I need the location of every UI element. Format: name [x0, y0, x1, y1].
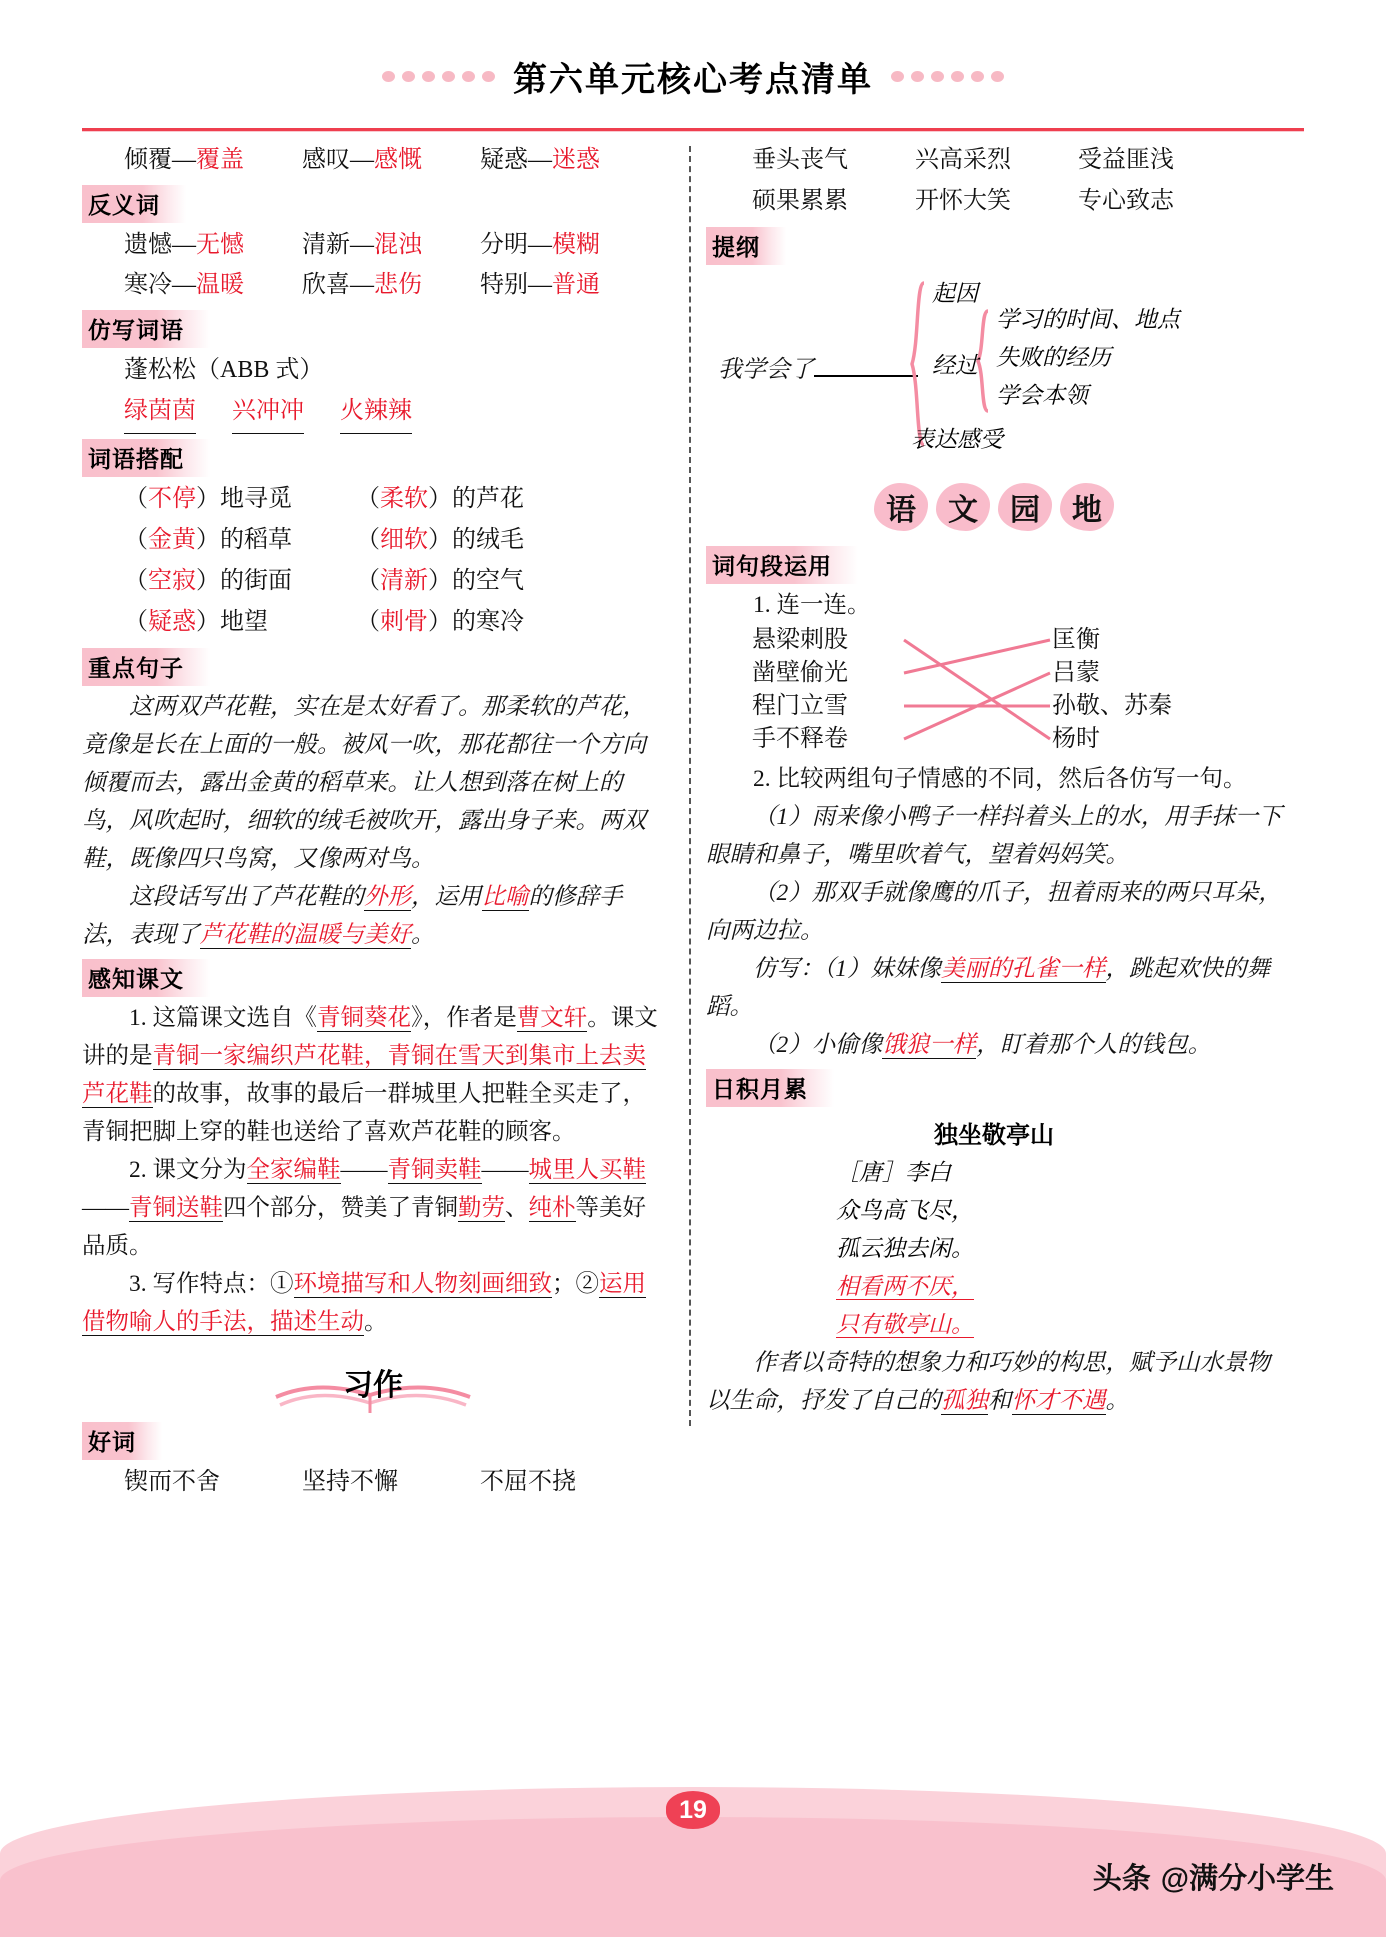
- antonym-word: 清新—: [302, 232, 374, 258]
- antonym-row: [82, 225, 664, 265]
- imitate-text: ，跳起欢快的舞蹈。: [706, 956, 1270, 1020]
- idiom: 垂头丧气: [752, 147, 848, 173]
- antonym-answer: 普通: [552, 272, 600, 298]
- collocation-answer: 细软: [380, 527, 428, 553]
- comprehension-answer: 全家编鞋: [246, 1157, 341, 1183]
- collocation-answer: 金黄: [148, 527, 196, 553]
- poem-note-text: 。: [1105, 1388, 1129, 1414]
- collocation-answer: 疑惑: [148, 609, 196, 635]
- synonym-word: 疑惑—: [480, 147, 552, 173]
- comprehension-text: 课文分为: [152, 1157, 247, 1183]
- antonym-answer: 混浊: [374, 232, 422, 258]
- matching-left-item[interactable]: 凿壁偷光: [752, 660, 848, 686]
- comprehension-text: ——: [82, 1195, 129, 1221]
- matching-left-item[interactable]: 手不释卷: [752, 726, 848, 752]
- comprehension-answer: 青铜送鞋: [129, 1195, 223, 1221]
- collocation-text: ）的稻草: [196, 527, 292, 553]
- analysis-text: 这段话写出了芦花鞋的: [129, 884, 364, 910]
- xizuo-label: 习作: [343, 1369, 403, 1402]
- poem-line: [706, 1268, 1282, 1306]
- synonym-word: 感叹—: [302, 147, 374, 173]
- comprehension-number: 2.: [129, 1157, 153, 1183]
- analysis-text: 的修辞手法，表现了: [82, 884, 623, 948]
- section-header-imitate-words: 仿写词语: [82, 310, 210, 348]
- comprehension-text: 的故事，故事的最后一群城里人把鞋全买走了，青铜把脚上穿的鞋也送给了喜欢芦花鞋的顾客。: [82, 1081, 646, 1145]
- matching-exercise: [752, 624, 1222, 760]
- antonym-word: 遗憾—: [124, 232, 196, 258]
- comprehension-text: ；②: [552, 1271, 599, 1297]
- page-number: 19: [666, 1791, 720, 1829]
- good-word: 不屈不挠: [480, 1469, 576, 1495]
- collocation-text: ）地望: [196, 609, 268, 635]
- poem-line: 众鸟高飞尽，: [836, 1198, 974, 1223]
- banner-char: 地: [1060, 479, 1114, 535]
- imitate-answer: 饿狼一样: [882, 1032, 977, 1058]
- idiom-list: [706, 140, 1282, 222]
- brand-logo: 头条: [1092, 1863, 1151, 1895]
- collocation-text: ）的街面: [196, 568, 292, 594]
- outline-diagram: [706, 271, 1282, 467]
- comprehension-answer: 青铜一家编织芦花鞋，青铜在雪天到集市上去卖芦花鞋: [82, 1043, 646, 1107]
- comprehension-item: [82, 1265, 664, 1341]
- comprehension-answer: 城里人买鞋: [528, 1157, 646, 1183]
- matching-right-item[interactable]: 杨时: [1052, 726, 1100, 752]
- antonym-answer: 温暖: [196, 272, 244, 298]
- page-title-bar: [0, 0, 1386, 101]
- task2-sentence: （2）那双手就像鹰的爪子，扭着雨来的两只耳朵，向两边拉。: [706, 880, 1282, 944]
- synonym-answer: 覆盖: [196, 147, 244, 173]
- task1-label: 1. 连一连。: [753, 592, 871, 618]
- outline-brace-inner-icon: [976, 309, 990, 413]
- key-sentence-paragraph: 这两双芦花鞋，实在是太好看了。那柔软的芦花，竟像是长在上面的一般。被风一吹，那花都往一个方向倾覆而去，露出金黄的稻草来。让人想到落在树上的鸟，风吹起时，细软的绒毛被吹开，露出身子来。两双鞋，既像四只鸟窝，又像两对鸟。: [82, 694, 646, 872]
- page-footer: [0, 1767, 1386, 1937]
- task2-item: [706, 798, 1282, 874]
- poem-line-text: 相看两不厌，: [836, 1274, 974, 1299]
- matching-right-item[interactable]: 吕蒙: [1052, 660, 1100, 686]
- synonym-answer: 感慨: [374, 147, 422, 173]
- right-column: [682, 140, 1282, 1502]
- yuwen-yuandi-banner: [706, 479, 1282, 535]
- synonym-row: [82, 140, 664, 180]
- comprehension-text: 。课文讲的是: [82, 1005, 658, 1069]
- poem-line: [706, 1306, 1282, 1344]
- antonym-answer: 无憾: [196, 232, 244, 258]
- collocation-row: （疑惑）地望 （刺骨）的寒冷: [124, 609, 524, 635]
- imitate-answer: 美丽的孔雀一样: [941, 956, 1106, 982]
- imitate-sentence: [706, 950, 1282, 1026]
- collocation-answer: 清新: [380, 568, 428, 594]
- idiom: 兴高采烈: [915, 147, 1011, 173]
- imitate-sentence: [706, 1026, 1282, 1064]
- synonym-answer: 迷惑: [552, 147, 600, 173]
- poem-line: 孤云独去闲。: [836, 1236, 974, 1261]
- comprehension-answer: 曹文轩: [516, 1005, 588, 1031]
- comprehension-number: 3.: [129, 1271, 153, 1297]
- title-rule: [82, 128, 1304, 131]
- poem-author: ［唐］李白: [836, 1160, 951, 1185]
- idiom: 硕果累累: [752, 188, 848, 214]
- brand-watermark: [1093, 1856, 1334, 1897]
- matching-left-item[interactable]: 程门立雪: [752, 693, 848, 719]
- collocation-text: ）的寒冷: [428, 609, 524, 635]
- comprehension-number: 1.: [129, 1005, 153, 1031]
- comprehension-text: 写作特点：①: [152, 1271, 294, 1297]
- imitate-example: 蓬松松（ABB 式）: [124, 357, 324, 383]
- banner-char: 园: [998, 479, 1052, 535]
- content-columns: [82, 140, 1304, 1502]
- task2-item: [706, 874, 1282, 950]
- poem-note-answer: 怀才不遇: [1011, 1388, 1106, 1414]
- title-dots-left-icon: [382, 71, 495, 82]
- idiom-row: [752, 140, 1282, 181]
- synonym-word: 倾覆—: [124, 147, 196, 173]
- outline-level1-item: 起因: [932, 281, 978, 306]
- collocation-answer: 刺骨: [380, 609, 428, 635]
- idiom: 受益匪浅: [1078, 147, 1174, 173]
- antonym-answer: 悲伤: [374, 272, 422, 298]
- collocation-row: （空寂）的街面 （清新）的空气: [124, 568, 524, 594]
- comprehension-text: ——: [340, 1157, 388, 1183]
- poem-note-text: 作者以奇特的想象力和巧妙的构思，赋予山水景物以生命，抒发了自己的: [706, 1350, 1270, 1414]
- comprehension-text: 等美好品质。: [82, 1195, 646, 1259]
- analysis-answer: 芦花鞋的温暖与美好: [199, 922, 411, 948]
- comprehension-text: 这篇课文选自《: [152, 1005, 317, 1031]
- imitate-label: 仿写：: [753, 956, 824, 982]
- xizuo-banner: [82, 1351, 664, 1413]
- banner-char: 文: [936, 479, 990, 535]
- comprehension-answer: 青铜葵花: [317, 1005, 411, 1031]
- comprehension-answer: 运用借物喻人的手法，描述生动: [82, 1271, 646, 1335]
- collocation-row: （金黄）的稻草 （细软）的绒毛: [124, 527, 524, 553]
- outline-level2-item: 学习的时间、地点: [996, 307, 1180, 332]
- title-dots-right-icon: [891, 71, 1004, 82]
- poem-title: 独坐敬亭山: [934, 1123, 1054, 1149]
- matching-right-item[interactable]: 匡衡: [1052, 627, 1100, 653]
- outline-level2-item: 失败的经历: [996, 345, 1111, 370]
- imitate-text: （2）小偷像: [753, 1032, 883, 1058]
- comprehension-answer: 青铜卖鞋: [387, 1157, 482, 1183]
- section-header-comprehension: 感知课文: [82, 959, 210, 997]
- imitate-answer: 火辣辣: [340, 390, 412, 434]
- collocation-answer: 空寂: [148, 568, 196, 594]
- antonym-word: 寒冷—: [124, 272, 196, 298]
- analysis-text: 。: [411, 922, 435, 948]
- collocation-answer: 不停: [148, 486, 196, 512]
- section-header-antonyms: 反义词: [82, 185, 186, 223]
- outline-level1-item: 表达感受: [911, 427, 1003, 452]
- section-header-outline: 提纲: [706, 227, 786, 265]
- task2-label: 2. 比较两组句子情感的不同，然后各仿写一句。: [753, 766, 1247, 792]
- comprehension-answer: 勤劳: [458, 1195, 505, 1221]
- outline-root: [718, 351, 918, 389]
- comprehension-text: ——: [481, 1157, 529, 1183]
- analysis-answer: 比喻: [481, 884, 529, 910]
- idiom: 开怀大笑: [915, 188, 1011, 214]
- antonym-word: 特别—: [480, 272, 552, 298]
- matching-left-item[interactable]: 悬梁刺股: [752, 627, 848, 653]
- comprehension-text: 》，作者是: [411, 1005, 517, 1031]
- antonym-word: 分明—: [480, 232, 552, 258]
- matching-lines-icon: [902, 624, 1052, 760]
- outline-level2-item: 学会本领: [996, 383, 1088, 408]
- collocation-text: ）的空气: [428, 568, 524, 594]
- comprehension-answer: 环境描写和人物刻画细致: [293, 1271, 552, 1297]
- collocation-text: ）的芦花: [428, 486, 524, 512]
- page-title: 第六单元核心考点清单: [513, 62, 873, 99]
- antonym-row: [82, 265, 664, 305]
- section-header-good-words: 好词: [82, 1422, 162, 1460]
- banner-char: 语: [874, 479, 928, 535]
- antonym-answer: 模糊: [552, 232, 600, 258]
- comprehension-text: 。: [364, 1309, 388, 1335]
- imitate-answer: 兴冲冲: [232, 390, 304, 434]
- imitate-answer: 绿茵茵: [124, 390, 196, 434]
- good-word: 锲而不舍: [124, 1469, 220, 1495]
- good-word: 坚持不懈: [302, 1469, 398, 1495]
- collocation-text: ）地寻觅: [196, 486, 292, 512]
- matching-right-item[interactable]: 孙敬、苏秦: [1052, 693, 1172, 719]
- collocation-answer: 柔软: [380, 486, 428, 512]
- outline-root-label: 我学会了: [718, 357, 814, 383]
- comprehension-item: [82, 1151, 664, 1265]
- matching-left-column: [752, 624, 848, 756]
- good-words-row: [82, 1462, 664, 1502]
- comprehension-text: 、: [505, 1195, 529, 1221]
- collocation-text: ）的绒毛: [428, 527, 524, 553]
- imitate-text: （1）妹妹像: [823, 956, 941, 982]
- imitate-answers: [82, 390, 664, 434]
- idiom-row: [752, 181, 1282, 222]
- comprehension-text: 四个部分，赞美了青铜: [223, 1195, 458, 1221]
- antonym-word: 欣喜—: [302, 272, 374, 298]
- left-column: [82, 140, 682, 1502]
- section-header-usage: 词句段运用: [706, 546, 858, 584]
- comprehension-item: [82, 999, 664, 1151]
- collocation-row: （不停）地寻觅 （柔软）的芦花: [124, 486, 524, 512]
- brand-name: @满分小学生: [1160, 1863, 1334, 1895]
- poem-line-text: 只有敬亭山。: [836, 1312, 974, 1337]
- poem-note-answer: 孤独: [941, 1388, 988, 1414]
- outline-blank: [814, 375, 918, 377]
- key-sentence-analysis: [82, 878, 664, 954]
- matching-right-column: [1052, 624, 1172, 756]
- poem-note: [706, 1344, 1282, 1420]
- idiom: 专心致志: [1078, 188, 1174, 214]
- section-header-collocation: 词语搭配: [82, 439, 210, 477]
- analysis-answer: 外形: [364, 884, 411, 910]
- analysis-text: ，运用: [411, 884, 482, 910]
- poem-note-text: 和: [988, 1388, 1012, 1414]
- section-header-accumulate: 日积月累: [706, 1069, 834, 1107]
- imitate-text: ，盯着那个人的钱包。: [976, 1032, 1212, 1058]
- comprehension-answer: 纯朴: [528, 1195, 576, 1221]
- task2-sentence: （1）雨来像小鸭子一样抖着头上的水，用手抹一下眼睛和鼻子，嘴里吹着气，望着妈妈笑。: [706, 804, 1282, 868]
- section-header-key-sentences: 重点句子: [82, 648, 210, 686]
- outline-level1-item: 经过: [932, 353, 978, 378]
